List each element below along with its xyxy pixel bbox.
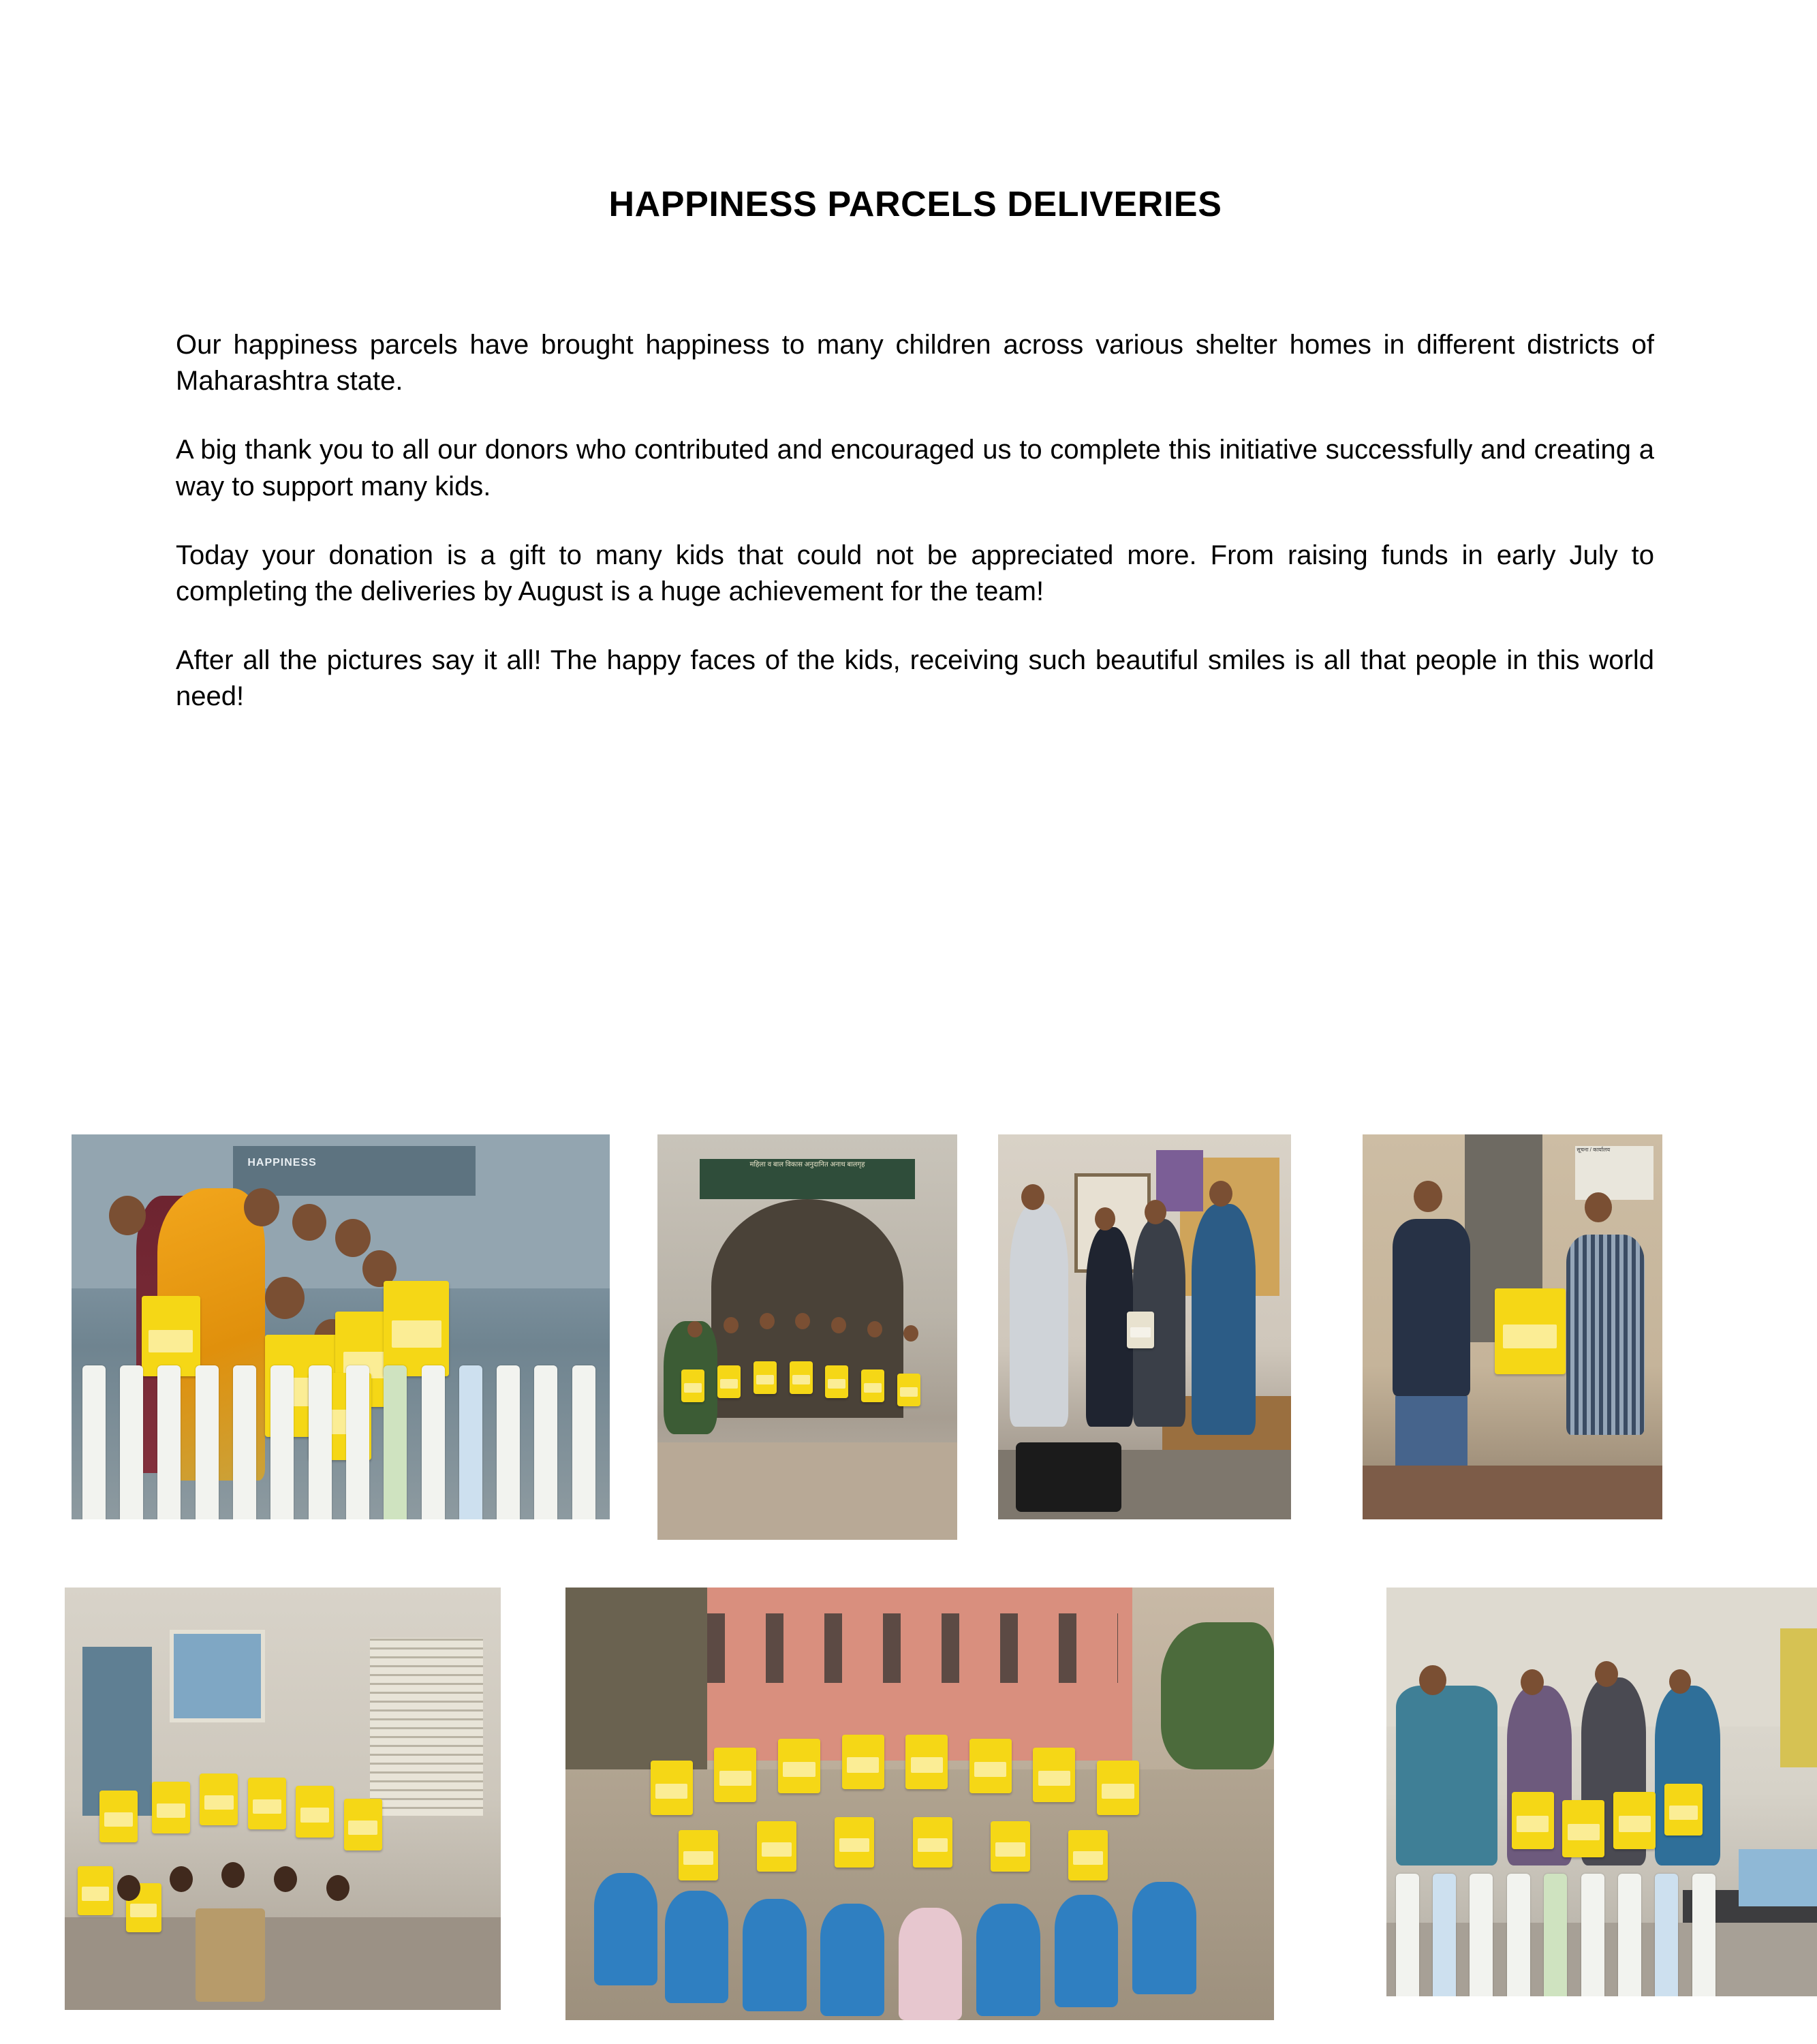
photo-children-indoors-raising-parcels [65,1588,501,2010]
photo-office-staff-and-children-with-parcels [1386,1588,1817,1996]
paragraph-3: Today your donation is a gift to many kids that could not be appreciated more. From raising funds in early July to completing the deliveries by August is a huge achievement for the team! [176,540,1654,606]
photo-man-handing-parcel-to-woman [1363,1134,1662,1519]
photo-group-under-archway [657,1134,957,1540]
paragraph-2: A big thank you to all our donors who contributed and encouraged us to complete this initiative successfully and creating a way to support many kids. [176,435,1654,501]
photo-courtyard-children-seated-with-parcels [565,1588,1274,2020]
paragraph-1: Our happiness parcels have brought happiness to many children across various shelter homes in different districts of Maharashtra state. [176,330,1654,397]
photo-row [72,1134,1662,1540]
picket-fence [72,1365,610,1519]
photo-handover-in-office [998,1134,1291,1519]
photo-teacher-and-children-with-parcels: HAPPINESS [72,1134,610,1519]
picket-fence [1386,1874,1817,1996]
paragraph-4: After all the pictures say it all! The happy faces of the kids, receiving such beautiful smiles is all that people in this world need! [176,645,1654,712]
body-text [176,327,1654,715]
wall-notice-board: सूचना / कार्यालय [1575,1146,1653,1200]
page-title: HAPPINESS PARCELS DELIVERIES [608,184,1222,224]
photo-row [65,1588,1817,2020]
shelter-home-signboard: महिला व बाल विकास अनुदानित अनाथ बालगृह [700,1159,916,1200]
